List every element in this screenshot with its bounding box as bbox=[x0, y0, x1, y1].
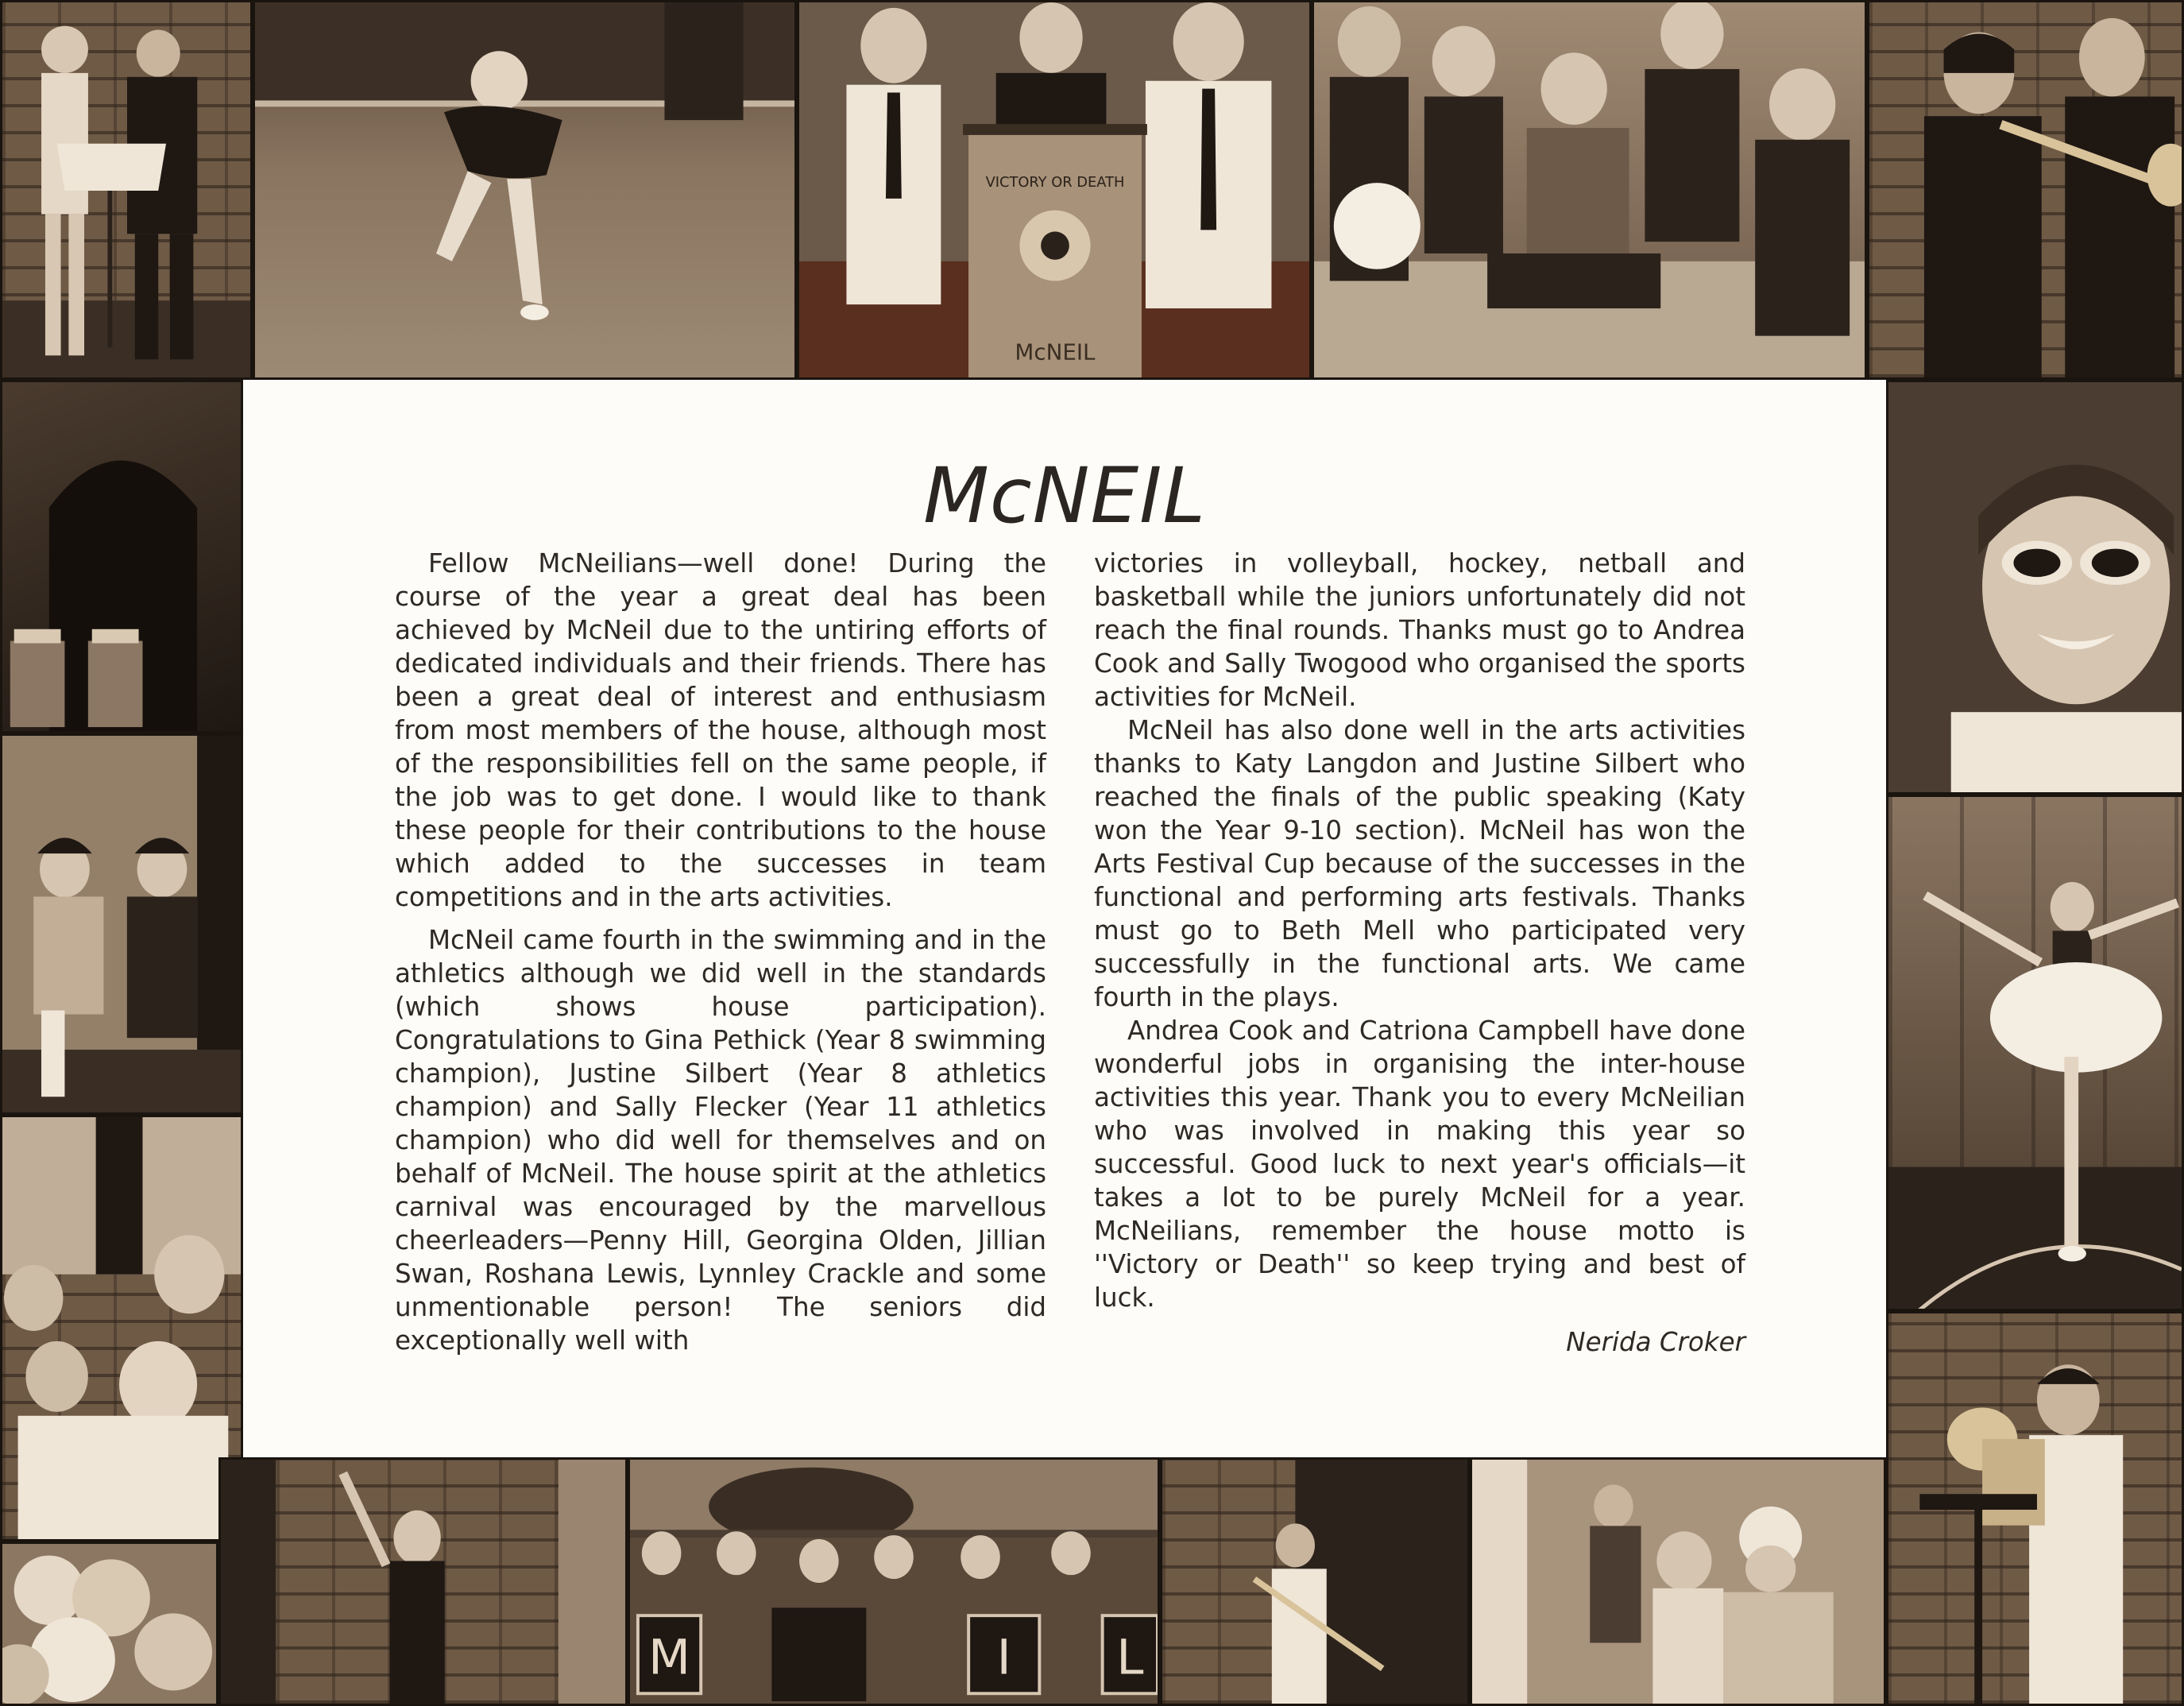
photo-sitting-group bbox=[1470, 1457, 1886, 1706]
photo-trombone-players bbox=[1867, 0, 2184, 380]
article-paragraph: Fellow McNeilians—well done! During the course of the year a great deal has been achieved by McNeil due to the untiring efforts of dedicated individuals and their friends. There has been a great deal of interest and enthusiasm from most members of the house, although most of the responsibilities fell on the same people, if the job was to get done. I would like to thank these people for their contributions to the house which added to the successes in team competitions and in the arts activities. bbox=[395, 548, 1046, 912]
photo-laughing-girls bbox=[0, 1115, 243, 1542]
article-column-left bbox=[395, 547, 1046, 1357]
photo-doorway-candles bbox=[0, 380, 243, 733]
photo-balloons bbox=[0, 1542, 218, 1706]
article-paragraph: McNeil has also done well in the arts activities thanks to Katy Langdon and Justine Silbert who reached the finals of the public speaking (Katy won the Year 9-10 section). McNeil has won the Arts Festival Cup because of the successes in the functional and performing arts festivals. Thanks must go to Beth Mell who participated very successfully in the functional arts. We came fourth in the plays. bbox=[1094, 715, 1745, 1012]
photo-musicians bbox=[0, 0, 253, 380]
author-signature: Nerida Croker bbox=[1566, 1327, 1745, 1357]
article-paragraph: victories in volleyball, hockey, netball and basketball while the juniors unfortunately did not reach the final rounds. Thanks must go to Andrea Cook and Sally Twogood who organised the sports activities for McNeil. bbox=[1094, 548, 1745, 712]
photo-lectern-speakers bbox=[797, 0, 1312, 380]
lectern-name-text: McNEIL bbox=[1015, 338, 1096, 366]
article-paragraph: Andrea Cook and Catriona Campbell have done wonderful jobs in organising the inter-house activities this year. Thank you to every McNeilian who was involved in making this year so successful. Good luck to next year's officials—it takes a lot to be purely McNeil for a year. McNeilians, remember the house motto is ''Victory or Death'' so keep trying and best of luck. bbox=[1094, 1015, 1745, 1313]
article-column-right bbox=[1094, 547, 1745, 1359]
placard-letter: I bbox=[996, 1630, 1011, 1686]
photo-seated-students bbox=[1312, 0, 1867, 380]
article-paragraph: McNeil came fourth in the swimming and in the athletics although we did well in the standards (which shows house participation). Congratulations to Gina Pethick (Year 8 swimming champion), Justine Silbert (Year 8 athletics champion) and Sally Flecker (Year 11 athletics champion) who did well for themselves and on behalf of McNeil. The house spirit at the athletics carnival was encouraged by the marvellous cheerleaders—Penny Hill, Georgina Olden, Jillian Swan, Roshana Lewis, Lynnley Crackle and some unmentionable person! The seniors did exceptionally well with bbox=[395, 925, 1046, 1356]
photo-placard-cheerleaders bbox=[628, 1457, 1160, 1706]
photo-ballerina bbox=[1886, 795, 2184, 1311]
article-panel bbox=[243, 380, 1886, 1457]
photo-sprinter bbox=[253, 0, 797, 380]
photo-actors-stage bbox=[0, 733, 243, 1115]
lectern-banner-text: VICTORY OR DEATH bbox=[985, 174, 1125, 191]
photo-trombone-wall bbox=[1160, 1457, 1470, 1706]
placard-letter: L bbox=[1116, 1630, 1144, 1686]
page-title: McNEIL bbox=[923, 451, 1206, 540]
photo-euphonium-player bbox=[1886, 1311, 2184, 1706]
placard-letter: M bbox=[648, 1630, 691, 1686]
photo-sunglasses-girl bbox=[1886, 380, 2184, 795]
photo-cheering-girl bbox=[218, 1457, 628, 1706]
